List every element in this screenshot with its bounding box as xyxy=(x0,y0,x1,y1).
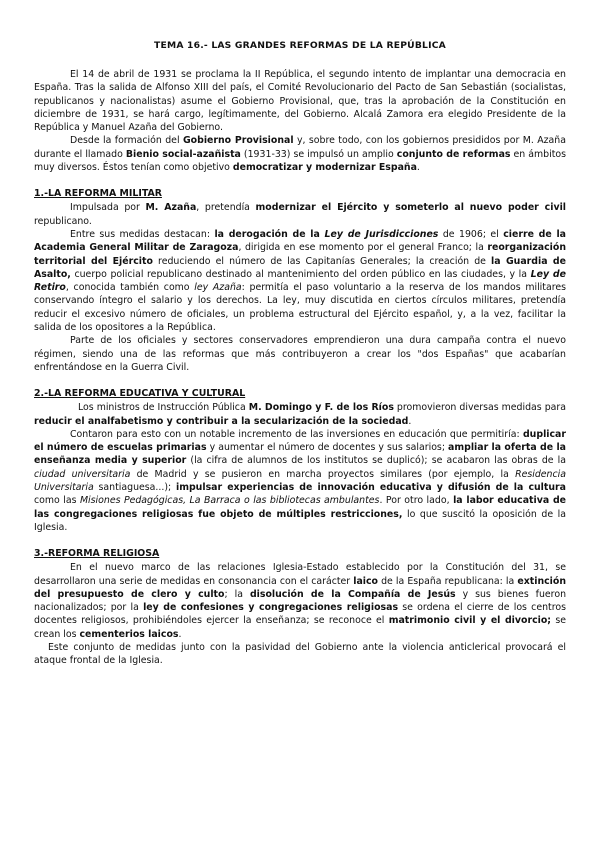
intro-paragraph-1: El 14 de abril de 1931 se proclama la II República, el segundo intento de implantar una democracia en España. Tras la salida de Alfonso XIII del país, el Comité Revolucionario del Pacto de San Sebastián (socialistas, republicanos y nacionalistas) asume el Gobierno Provisional, que, tras la aprobación de la Constitución en diciembre de 1931, se hará cargo, legítimamente, del Gobierno. Alcalá Zamora era elegido Presidente de la República y Manuel Azaña del Gobierno. xyxy=(34,69,566,134)
education-paragraph-1: Los ministros de Instrucción Pública M. Domingo y F. de los Ríos promovieron diversas medidas para reducir el analfabetismo y contribuir a la secularización de la sociedad. xyxy=(34,402,566,427)
military-paragraph-1: Impulsada por M. Azaña, pretendía modernizar el Ejército y someterlo al nuevo poder civil republicano. xyxy=(34,202,566,227)
section-heading-military: 1.-LA REFORMA MILITAR xyxy=(34,188,162,200)
intro-paragraph-2: Desde la formación del Gobierno Provisional y, sobre todo, con los gobiernos presididos por M. Azaña durante el llamado Bienio social-azañista (1931-33) se impulsó un amplio conjunto de reformas en ámbitos muy diversos. Éstos tenían como objetivo democratizar y modernizar España. xyxy=(34,135,567,174)
religion-paragraph-1: En el nuevo marco de las relaciones Iglesia-Estado establecido por la Constitución del 31, se desarrollaron una serie de medidas en consonancia con el carácter laico de la España republicana: la extinción del presupuesto de clero y culto; la disolución de la Compañía de Jesús y sus bienes fueron nacionalizados; por la ley de confesiones y congregaciones religiosas se ordena el cierre de los centros docentes religiosos, prohibiéndoles ejercer la enseñanza; se reconoce el matrimonio civil y el divorcio; se crean los cementerios laicos. xyxy=(34,562,567,640)
document-title: TEMA 16.- LAS GRANDES REFORMAS DE LA REPÚBLICA xyxy=(154,40,446,51)
section-heading-education: 2.-LA REFORMA EDUCATIVA Y CULTURAL xyxy=(34,388,246,400)
section-heading-religion: 3.-REFORMA RELIGIOSA xyxy=(34,548,160,560)
religion-paragraph-2: Este conjunto de medidas junto con la pasividad del Gobierno ante la violencia anticlerical provocará el ataque frontal de la Iglesia. xyxy=(34,641,566,667)
military-paragraph-2: Entre sus medidas destacan: la derogación de la Ley de Jurisdicciones de 1906; el cierre de la Academia General Militar de Zaragoza, dirigida en ese momento por el general Franco; la reorganización territorial del Ejército reduciendo el número de las Capitanías Generales; la creación de la Guardia de Asalto, cuerpo policial republicano destinado al mantenimiento del orden público en las ciudades, y la Ley de Retiro, conocida también como ley Azaña: permitía el paso voluntario a la reserva de los mandos militares conservando íntegro el salario y los derechos. La ley, muy discutida en ciertos círculos militares, pretendía reducir el excesivo número de oficiales, un problema estructural del Ejército español, y, a la vez, facilitar la salida de los opositores a la República. xyxy=(34,228,567,334)
education-paragraph-2: Contaron para esto con un notable incremento de las inversiones en educación que permitiría: duplicar el número de escuelas primarias y aumentar el número de docentes y sus salarios; ampliar la oferta de la enseñanza media y superior (la cifra de alumnos de los institutos se duplicó); se acabaron las obras de la ciudad universitaria de Madrid y se pusieron en marcha proyectos similares (por ejemplo, la Residencia Universitaria santiaguesa...); impulsar experiencias de innovación educativa y difusión de la cultura como las Misiones Pedagógicas, La Barraca o las bibliotecas ambulantes. Por otro lado, la labor educativa de las congregaciones religiosas fue objeto de múltiples restricciones, lo que suscitó la oposición de la Iglesia. xyxy=(34,428,567,533)
military-paragraph-3: Parte de los oficiales y sectores conservadores emprendieron una dura campaña contra el nuevo régimen, siendo una de las reformas que más contribuyeron a crear los "dos Españas" que acabarían enfrentándose en la Guerra Civil. xyxy=(34,335,566,373)
